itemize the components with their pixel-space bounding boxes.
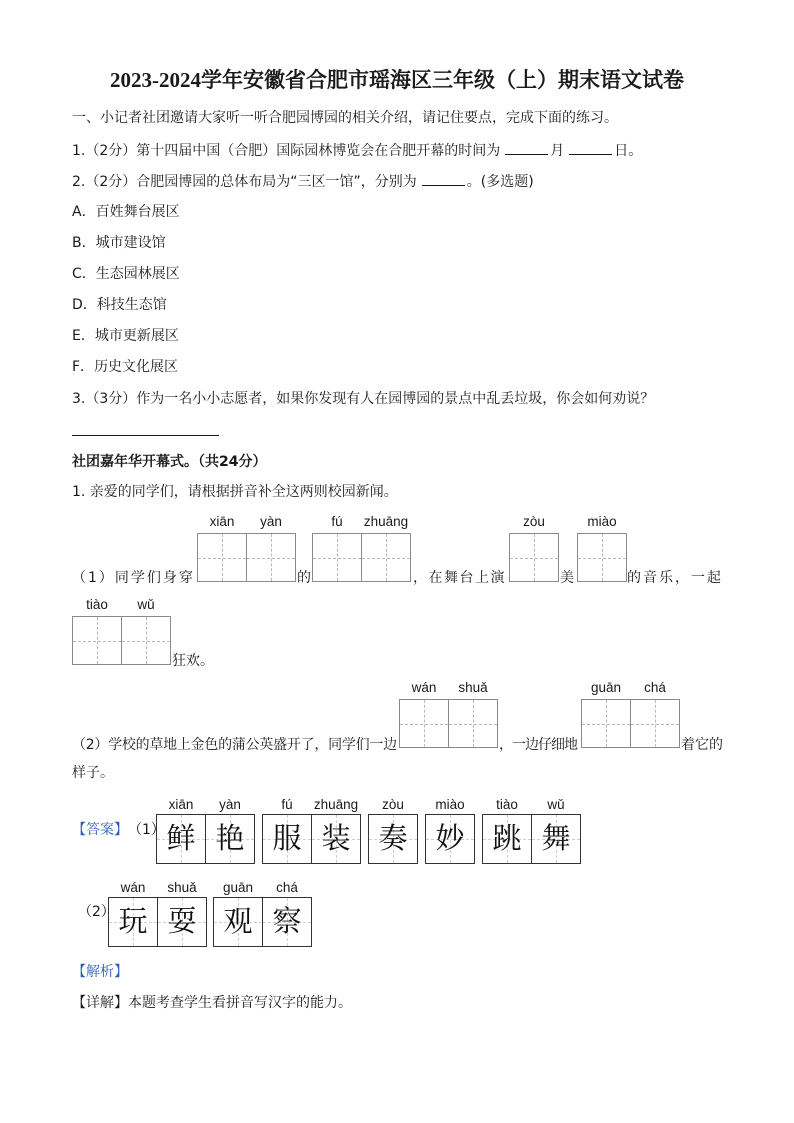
option-e	[72, 326, 179, 346]
question-2-text: 2.（2分）合肥园博园的总体布局为“三区一馆”，分别为	[72, 174, 417, 190]
sentence-1-text: 的	[297, 570, 311, 586]
writing-grid-cell	[197, 514, 247, 582]
question-3: 3.（3分）作为一名小小志愿者，如果你发现有人在园博园的景点中乱丢垃圾，你会如何劝说？	[72, 391, 655, 407]
sentence-2-text: （2）学校的草地上金色的蒲公英盛开了，同学们一边	[72, 737, 397, 753]
answer-part-label: （1）	[128, 822, 165, 838]
answer-cell	[157, 880, 207, 947]
analysis-label: 【解析】	[72, 964, 128, 980]
pinyin: xiān	[168, 797, 194, 812]
option-label: A．	[72, 204, 96, 220]
answer-grid	[213, 880, 312, 947]
writing-grid-cell	[121, 597, 171, 665]
option-label: F．	[72, 359, 95, 375]
answer-cell	[205, 797, 255, 864]
answer-cell	[482, 797, 532, 864]
option-label: D．	[72, 297, 97, 313]
sentence-1-text: （1）同学们身穿	[72, 570, 195, 586]
answer-cell	[213, 880, 263, 947]
writing-grid	[509, 514, 559, 582]
answer-character: 艳	[215, 821, 245, 855]
answer-label: 【答案】	[72, 822, 128, 838]
sentence-2-text: 样子。	[72, 765, 114, 781]
answer-cell	[311, 797, 361, 864]
writing-grid	[197, 514, 296, 582]
answer-character: 妙	[435, 821, 465, 855]
writing-grid-cell	[72, 597, 122, 665]
answer-grid	[368, 797, 418, 864]
writing-grid-cell	[361, 514, 411, 582]
pinyin: tiào	[86, 597, 108, 612]
answer-grid	[482, 797, 581, 864]
answer-cell	[262, 797, 312, 864]
writing-grid-cell	[399, 680, 449, 748]
writing-grid-cell	[577, 514, 627, 582]
answer-cell	[531, 797, 581, 864]
question-1	[72, 140, 642, 161]
option-text: 历史文化展区	[94, 359, 179, 375]
day-blank	[569, 140, 612, 155]
writing-grid-cell	[630, 680, 680, 748]
detail-text: 本题考查学生看拼音写汉字的能力。	[128, 995, 352, 1011]
pinyin: guān	[590, 680, 622, 695]
pinyin: chá	[644, 680, 666, 695]
pinyin: fú	[331, 514, 343, 529]
writing-grid-cell	[581, 680, 631, 748]
pinyin: xiān	[209, 514, 235, 529]
answer-character: 奏	[378, 821, 408, 855]
section-heading: 社团嘉年华开幕式。（共24分）	[72, 454, 267, 470]
answer-character: 耍	[167, 904, 197, 938]
sentence-1-text: 狂欢。	[172, 653, 214, 669]
pinyin: wǔ	[547, 797, 565, 812]
answer-blank	[422, 171, 465, 186]
answer-character: 观	[223, 904, 253, 938]
writing-grid-cell	[312, 514, 362, 582]
answer-line	[72, 435, 219, 436]
pinyin: chá	[276, 880, 298, 895]
option-text: 城市更新展区	[94, 328, 179, 344]
answer-cell	[425, 797, 475, 864]
pinyin: zòu	[382, 797, 404, 812]
answer-character: 舞	[541, 821, 571, 855]
writing-grid	[312, 514, 411, 582]
sentence-1-text: ，在舞台上演	[413, 570, 506, 586]
option-label: B．	[72, 235, 96, 251]
option-b	[72, 233, 166, 253]
section-intro: 一、小记者社团邀请大家听一听合肥园博园的相关介绍，请记住要点，完成下面的练习。	[72, 110, 618, 126]
answer-part-label: （2）	[78, 904, 115, 920]
pinyin: fú	[281, 797, 293, 812]
detail-label: 【详解】	[72, 995, 128, 1011]
question-2-suffix: 。(多选题)	[466, 174, 534, 190]
sentence-1-text: 美	[560, 570, 574, 586]
option-text: 百姓舞台展区	[95, 204, 180, 220]
pinyin: shuǎ	[167, 880, 197, 895]
answer-character: 装	[321, 821, 351, 855]
answer-character: 鲜	[166, 821, 196, 855]
writing-grid	[577, 514, 627, 582]
answer-grid	[425, 797, 475, 864]
option-label: E．	[72, 328, 95, 344]
exam-title: 2023-2024学年安徽省合肥市瑶海区三年级（上）期末语文试卷	[110, 68, 684, 92]
sentence-1-text: 的音乐，一起	[627, 570, 723, 586]
instruction: 1. 亲爱的同学们，请根据拼音补全这两则校园新闻。	[72, 484, 398, 500]
answer-grid	[108, 880, 207, 947]
pinyin: zhuāng	[313, 797, 359, 812]
pinyin: yàn	[219, 797, 241, 812]
pinyin: shuǎ	[458, 680, 488, 695]
option-d	[72, 295, 167, 315]
option-f	[72, 357, 178, 377]
pinyin: wǔ	[137, 597, 155, 612]
question-1-text: 1.（2分）第十四届中国（合肥）国际园林博览会在合肥开幕的时间为	[72, 143, 501, 159]
answer-cell	[262, 880, 312, 947]
answer-cell	[156, 797, 206, 864]
pinyin: tiào	[496, 797, 518, 812]
writing-grid	[581, 680, 680, 748]
writing-grid	[72, 597, 171, 665]
pinyin: wán	[120, 880, 146, 895]
option-c	[72, 264, 180, 284]
option-label: C．	[72, 266, 96, 282]
question-2	[72, 171, 534, 192]
pinyin: zhuāng	[363, 514, 409, 529]
pinyin: wán	[411, 680, 437, 695]
pinyin: zòu	[523, 514, 545, 529]
answer-grid	[156, 797, 255, 864]
writing-grid	[399, 680, 498, 748]
writing-grid-cell	[509, 514, 559, 582]
sentence-2-text: 着它的	[681, 737, 723, 753]
writing-grid-cell	[246, 514, 296, 582]
month-blank	[505, 140, 548, 155]
answer-character: 服	[272, 821, 302, 855]
answer-character: 察	[272, 904, 302, 938]
option-text: 生态园林展区	[95, 266, 180, 282]
writing-grid-cell	[448, 680, 498, 748]
pinyin: guān	[222, 880, 254, 895]
month-label: 月	[550, 143, 565, 159]
answer-grid	[262, 797, 361, 864]
pinyin: miào	[435, 797, 465, 812]
pinyin: yàn	[260, 514, 282, 529]
option-a	[72, 202, 180, 222]
answer-character: 玩	[118, 904, 148, 938]
option-text: 科技生态馆	[96, 297, 167, 313]
detail	[72, 993, 352, 1013]
pinyin: miào	[587, 514, 617, 529]
answer-character: 跳	[492, 821, 522, 855]
option-text: 城市建设馆	[95, 235, 166, 251]
answer-cell	[108, 880, 158, 947]
day-label: 日。	[614, 143, 643, 159]
sentence-2-text: ，一边仔细地	[499, 737, 577, 753]
answer-cell	[368, 797, 418, 864]
